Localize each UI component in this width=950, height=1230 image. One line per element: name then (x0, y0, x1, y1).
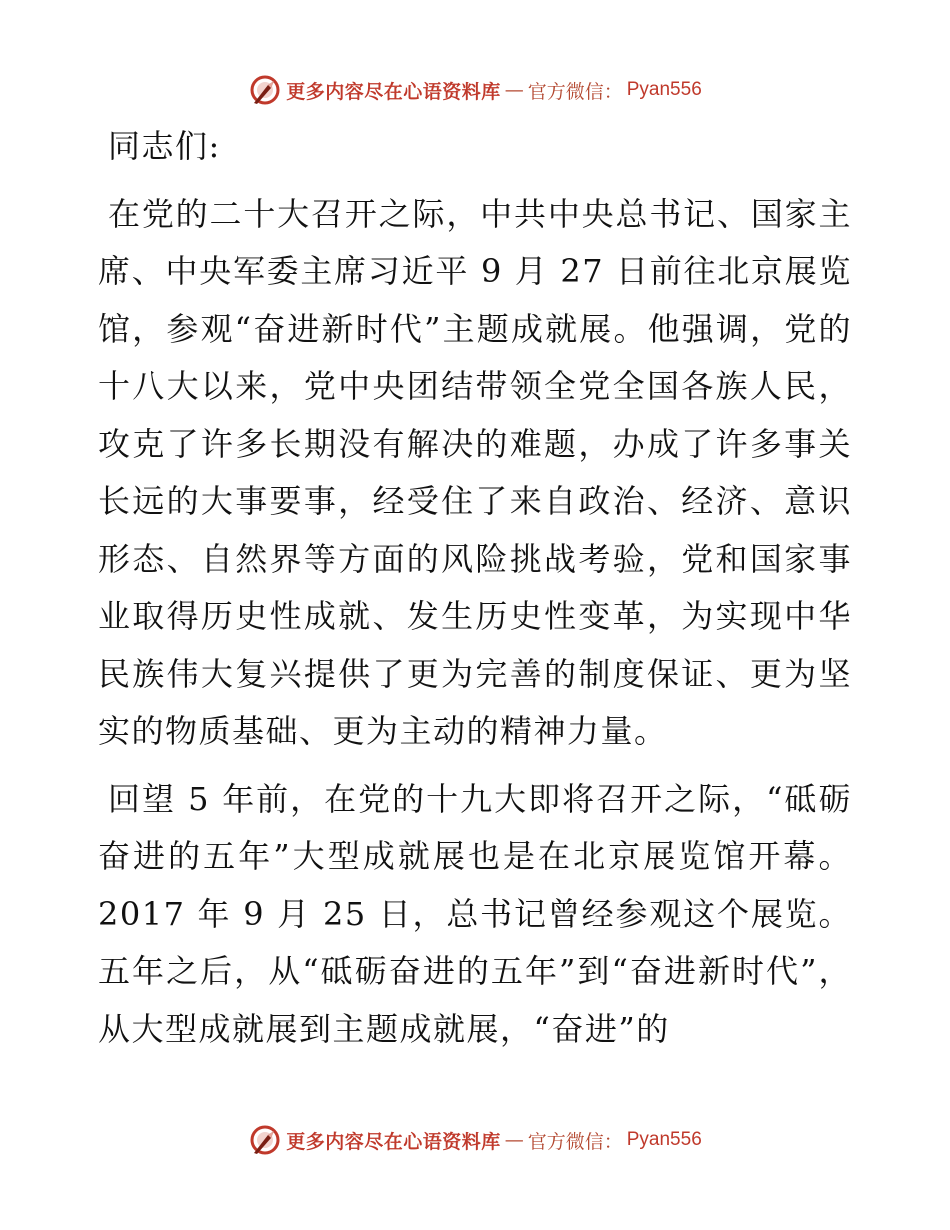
footer-brand-text: 更多内容尽在心语资料库 (286, 1130, 501, 1153)
footer-separator: — (504, 1129, 524, 1151)
footer-wechat-id: Pyan556 (626, 1129, 702, 1150)
page-footer (0, 1120, 950, 1160)
footer-brand (248, 1123, 702, 1157)
paragraph-2: 回望 5 年前，在党的十九大即将召开之际，“砥砺奋进的五年”大型成就展也是在北京展览馆开幕。2017 年 9 月 25 日，总书记曾经参观这个展览。五年之后，从“砥砺奋进的五年”到“奋进新时代”，从大型成就展到主题成就展，“奋进”的 (98, 779, 852, 1048)
quill-pen-logo-icon (248, 1123, 282, 1157)
salutation: 同志们: (108, 127, 221, 165)
header-wechat-id: Pyan556 (626, 79, 702, 100)
paragraph-1: 在党的二十大召开之际，中共中央总书记、国家主席、中央军委主席习近平 9 月 27 日前往北京展览馆，参观“奋进新时代”主题成就展。他强调，党的十八大以来，党中央团结带领全党全国各族人民，攻克了许多长期没有解决的难题，办成了许多事关长远的大事要事，经受住了来自政治、经济、意识形态、自然界等方面的风险挑战考验，党和国家事业取得历史性成就、发生历史性变革，为实现中华民族伟大复兴提供了更为完善的制度保证、更为坚实的物质基础、更为主动的精神力量。 (98, 194, 852, 750)
document-body (98, 118, 852, 1058)
footer-official-label: 官方微信： (527, 1130, 623, 1153)
page-header (0, 70, 950, 110)
header-separator: — (504, 79, 524, 101)
header-brand (248, 73, 702, 107)
quill-pen-logo-icon (248, 73, 282, 107)
header-brand-text: 更多内容尽在心语资料库 (286, 80, 501, 103)
header-official-label: 官方微信： (527, 80, 623, 103)
